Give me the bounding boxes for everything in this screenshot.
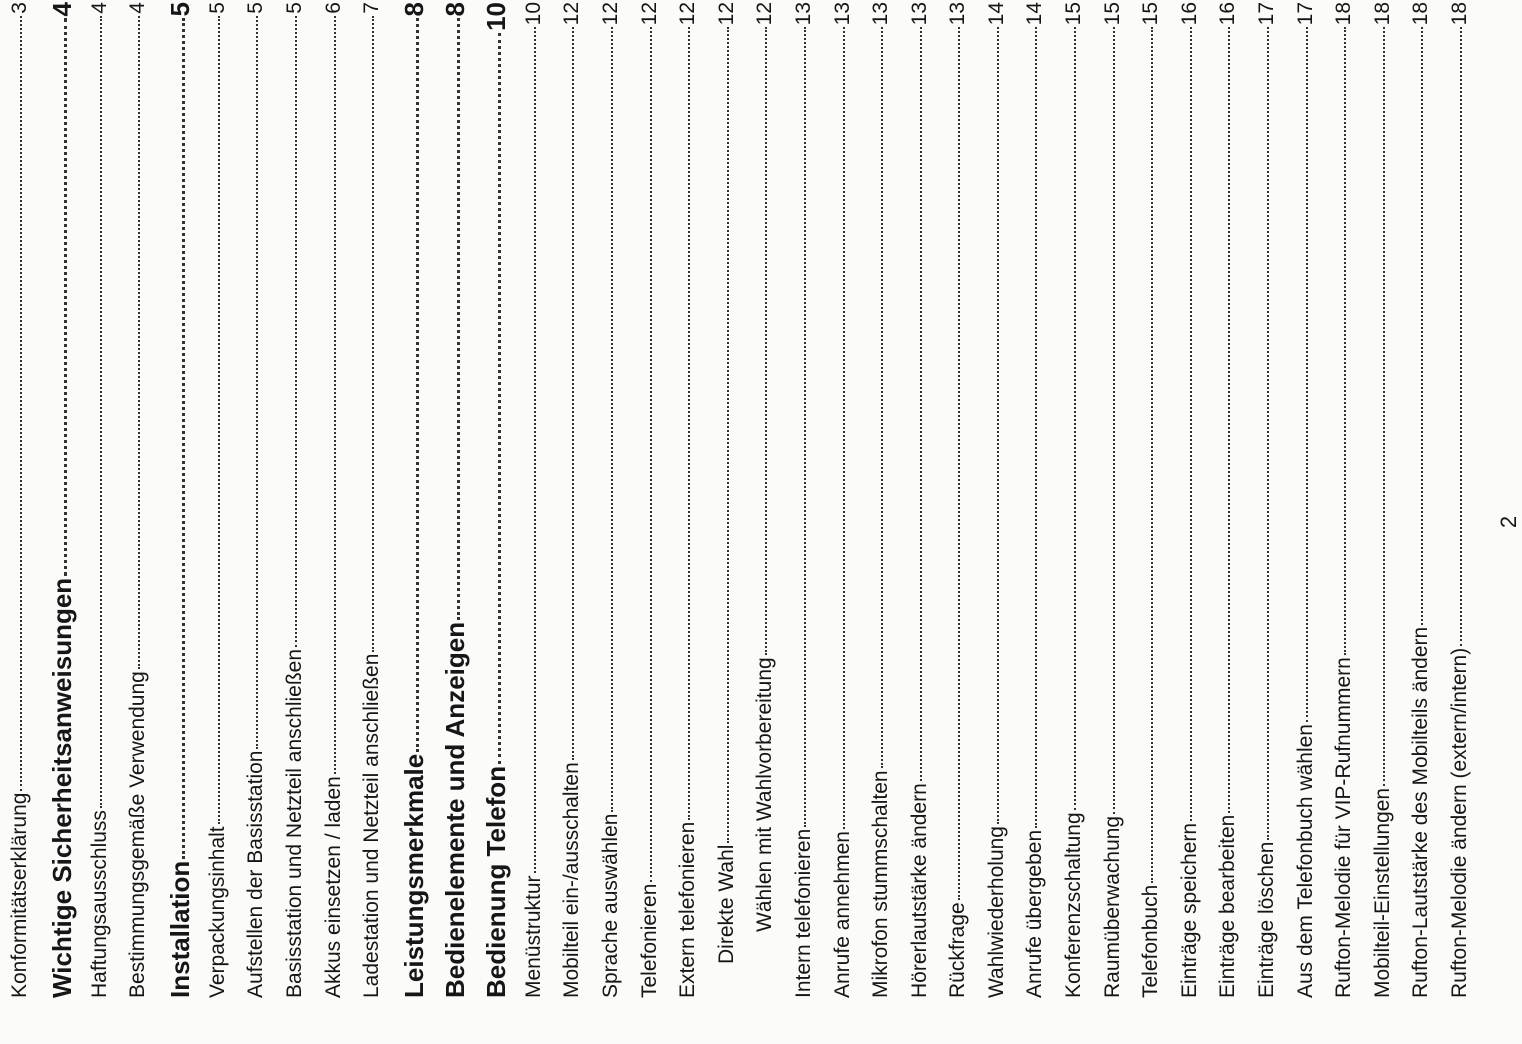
toc-entry: [1023, 2, 1062, 998]
toc-entry-page-number: 12: [637, 2, 661, 26]
toc-entry-label: Einträge bearbeiten: [1216, 814, 1240, 998]
toc-entry: [1448, 2, 1487, 998]
toc-entry-label: Aus dem Telefonbuch wählen: [1293, 724, 1317, 998]
toc-entry-page-number: 8: [398, 2, 429, 17]
dot-leader: [881, 27, 883, 768]
toc-entry-page-number: 8: [439, 2, 470, 17]
toc-entry-page-number: 4: [87, 2, 111, 14]
toc-entry-page-number: 17: [1255, 2, 1279, 26]
dot-leader: [1228, 27, 1230, 812]
toc-entry-label: Wichtige Sicherheitsanweisungen: [46, 577, 77, 998]
dot-leader: [1074, 27, 1076, 810]
toc-entry: [869, 2, 908, 998]
toc-entry: [322, 2, 361, 998]
toc-entry: [1255, 2, 1294, 998]
page-number: 2: [1496, 515, 1521, 529]
dot-leader: [997, 27, 999, 824]
dot-leader: [498, 33, 501, 764]
dot-leader: [416, 18, 419, 751]
toc-entry: [126, 2, 165, 998]
dot-leader: [1267, 27, 1269, 839]
toc-entry-page-number: 14: [1023, 2, 1047, 26]
toc-entry: [1409, 2, 1448, 998]
dot-leader: [611, 27, 613, 811]
toc-entry-label: Direkte Wahl: [714, 844, 738, 964]
toc-entry-label: Konformitätserklärung: [8, 792, 31, 998]
table-of-contents: [8, 2, 1487, 998]
toc-entry-label: Wahlwiederholung: [984, 826, 1008, 998]
toc-entry-label: Wählen mit Wahlvorbereitung: [753, 657, 777, 932]
dot-leader: [1344, 27, 1346, 655]
toc-entry-page-number: 12: [753, 2, 777, 26]
toc-entry: [522, 2, 561, 998]
dot-leader: [765, 27, 767, 655]
dot-leader: [1151, 27, 1153, 882]
toc-entry-label: Rückfrage: [946, 902, 970, 998]
toc-entry-label: Mobilteil ein-/ausschalten: [560, 762, 584, 998]
toc-entry-page-number: 7: [360, 2, 384, 14]
toc-entry-page-number: 5: [205, 2, 229, 14]
toc-entry-page-number: 18: [1448, 2, 1471, 26]
dot-leader: [334, 16, 336, 775]
toc-entry-page-number: 5: [164, 2, 195, 17]
toc-entry-label: Haftungsausschluss: [87, 810, 111, 998]
toc-entry: [1294, 2, 1333, 998]
toc-entry-label: Anrufe annehmen: [830, 831, 854, 998]
toc-entry-page-number: 10: [480, 2, 511, 31]
toc-entry: [283, 2, 322, 998]
toc-entry-label: Leistungsmerkmale: [398, 753, 429, 998]
toc-entry-page-number: 17: [1293, 2, 1317, 26]
toc-entry: [244, 2, 283, 998]
toc-entry-label: Aufstellen der Basisstation: [244, 750, 268, 998]
toc-entry: [1178, 2, 1217, 998]
toc-entry: [908, 2, 947, 998]
toc-entry: [1216, 2, 1255, 998]
toc-chapter: [440, 2, 481, 998]
toc-entry-page-number: 4: [46, 2, 77, 17]
toc-entry-page-number: 14: [984, 2, 1008, 26]
dot-leader: [295, 16, 297, 647]
toc-entry: [560, 2, 599, 998]
toc-entry-label: Raumüberwachung: [1100, 815, 1124, 998]
dot-leader: [64, 18, 67, 575]
toc-entry: [1371, 2, 1410, 998]
toc-entry-label: Menüstruktur: [521, 875, 545, 998]
dot-leader: [804, 27, 806, 826]
toc-entry-page-number: 4: [126, 2, 150, 14]
toc-entry-label: Mobilteil-Einstellungen: [1370, 787, 1394, 998]
toc-entry: [1062, 2, 1101, 998]
toc-entry-label: Verpackungsinhalt: [205, 826, 229, 998]
toc-entry-page-number: 16: [1177, 2, 1201, 26]
toc-entry-label: Extern telefonieren: [676, 821, 700, 998]
dot-leader: [1113, 27, 1115, 814]
toc-entry-label: Bestimmungsgemäße Verwendung: [126, 671, 150, 998]
dot-leader: [1306, 27, 1308, 722]
toc-entry-page-number: 18: [1409, 2, 1433, 26]
toc-entry-label: Akkus einsetzen / laden: [321, 776, 345, 998]
toc-chapter: [165, 2, 206, 998]
dot-leader: [1383, 27, 1385, 786]
toc-entry-page-number: 6: [321, 2, 345, 14]
dot-leader: [218, 16, 220, 825]
toc-entry-page-number: 12: [598, 2, 622, 26]
toc-entry-page-number: 13: [791, 2, 815, 26]
toc-entry-page-number: 16: [1216, 2, 1240, 26]
dot-leader: [688, 27, 690, 819]
toc-chapter: [47, 2, 88, 998]
toc-entry-label: Einträge speichern: [1177, 822, 1201, 998]
toc-entry-label: Anrufe übergeben: [1023, 829, 1047, 998]
toc-entry: [8, 2, 47, 998]
toc-entry-page-number: 5: [282, 2, 306, 14]
toc-entry-label: Rufton-Melodie ändern (extern/intern): [1448, 647, 1471, 998]
toc-entry: [831, 2, 870, 998]
dot-leader: [20, 16, 22, 791]
dot-leader: [372, 16, 374, 652]
toc-entry-page-number: 12: [676, 2, 700, 26]
toc-entry-page-number: 18: [1332, 2, 1356, 26]
dot-leader: [572, 27, 574, 760]
toc-entry-label: Bedienung Telefon: [480, 765, 511, 998]
dot-leader: [1035, 27, 1037, 828]
toc-entry-label: Basisstation und Netzteil anschließen: [282, 648, 306, 998]
dot-leader: [182, 18, 185, 858]
dot-leader: [920, 27, 922, 781]
toc-entry-page-number: 5: [244, 2, 268, 14]
toc-entry-label: Ladestation und Netzteil anschließen: [360, 653, 384, 998]
toc-entry: [715, 2, 754, 998]
toc-entry-label: Mikrofon stummschalten: [869, 770, 893, 998]
toc-entry-label: Rufton-Lautstärke des Mobilteils ändern: [1409, 626, 1433, 998]
dot-leader: [534, 27, 536, 873]
dot-leader: [100, 16, 102, 808]
toc-entry: [206, 2, 245, 998]
dot-leader: [256, 16, 258, 749]
toc-entry-page-number: 12: [560, 2, 584, 26]
toc-entry-label: Intern telefonieren: [791, 828, 815, 998]
toc-entry-page-number: 18: [1370, 2, 1394, 26]
dot-leader: [650, 27, 652, 881]
toc-entry-page-number: 10: [521, 2, 545, 26]
toc-chapter: [399, 2, 440, 998]
toc-entry-label: Installation: [164, 860, 195, 998]
toc-entry-label: Telefonbuch: [1139, 884, 1163, 998]
toc-entry-page-number: 12: [714, 2, 738, 26]
toc-entry-page-number: 15: [1100, 2, 1124, 26]
dot-leader: [727, 27, 729, 842]
toc-entry: [676, 2, 715, 998]
toc-entry-label: Rufton-Melodie für VIP-Rufnummern: [1332, 657, 1356, 998]
toc-entry-label: Sprache auswählen: [598, 813, 622, 998]
toc-entry-label: Hörerlautstärke ändern: [907, 783, 931, 998]
toc-entry: [946, 2, 985, 998]
toc-entry: [792, 2, 831, 998]
toc-entry: [1332, 2, 1371, 998]
toc-entry: [88, 2, 127, 998]
toc-entry: [1101, 2, 1140, 998]
dot-leader: [138, 16, 140, 669]
dot-leader: [1421, 27, 1423, 624]
toc-chapter: [481, 2, 522, 998]
toc-entry-page-number: 15: [1062, 2, 1086, 26]
toc-entry: [1139, 2, 1178, 998]
toc-entry-label: Telefonieren: [637, 883, 661, 998]
toc-entry-page-number: 13: [869, 2, 893, 26]
toc-entry: [599, 2, 638, 998]
dot-leader: [1190, 27, 1192, 821]
toc-entry-page-number: 13: [946, 2, 970, 26]
toc-entry-page-number: 13: [830, 2, 854, 26]
toc-entry-page-number: 3: [8, 2, 31, 14]
toc-entry-label: Bedienelemente und Anzeigen: [439, 621, 470, 998]
dot-leader: [457, 18, 460, 619]
toc-entry-page-number: 13: [907, 2, 931, 26]
dot-leader: [1460, 27, 1462, 645]
toc-entry-label: Konferenzschaltung: [1062, 812, 1086, 998]
toc-entry: [985, 2, 1024, 998]
toc-entry: [360, 2, 399, 998]
toc-entry: [638, 2, 677, 998]
toc-entry: [753, 2, 792, 998]
dot-leader: [958, 27, 960, 900]
dot-leader: [843, 27, 845, 829]
toc-entry-page-number: 15: [1139, 2, 1163, 26]
toc-entry-label: Einträge löschen: [1255, 841, 1279, 998]
